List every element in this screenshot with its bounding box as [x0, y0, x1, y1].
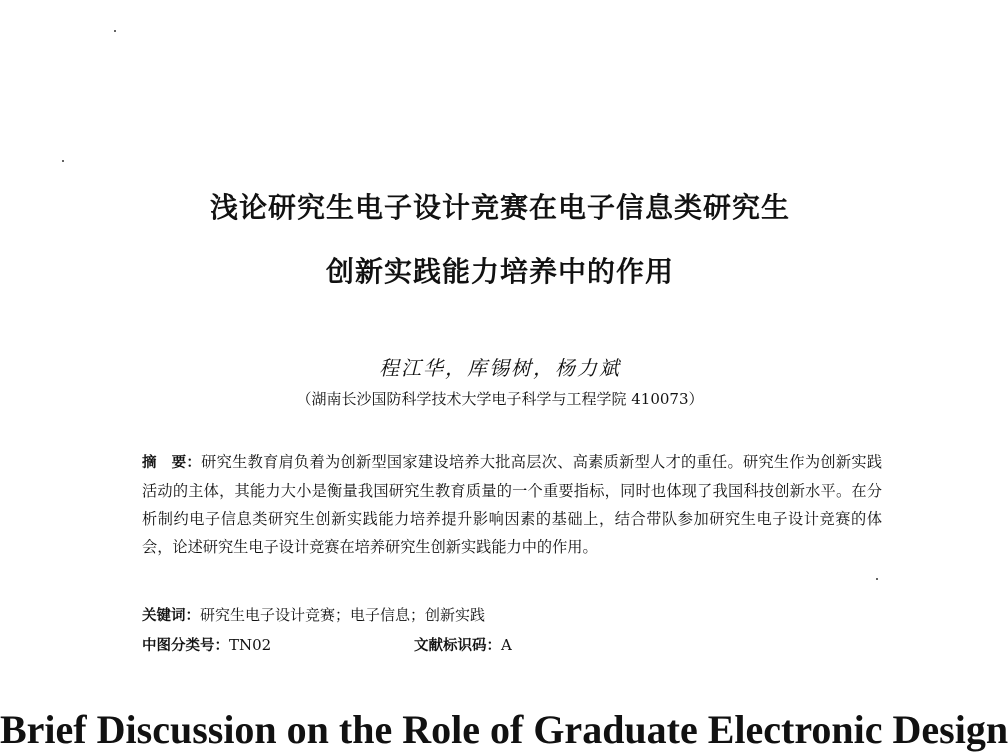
classification-label: 中图分类号：	[142, 638, 229, 654]
author-list: 程江华，库锡树，杨力斌	[379, 356, 621, 380]
scan-speck	[62, 160, 64, 162]
keywords	[142, 604, 485, 625]
keywords-label: 关键词：	[142, 608, 200, 624]
abstract-label: 摘 要：	[142, 455, 202, 471]
paper-title-line-1: 浅论研究生电子设计竞赛在电子信息类研究生	[209, 191, 790, 224]
author-affiliation: （湖南长沙国防科学技术大学电子科学与工程学院 410073）	[296, 390, 704, 408]
document-code	[414, 634, 512, 655]
english-title-partial: Brief Discussion on the Role of Graduate Electronic Design	[0, 707, 1008, 752]
document-code-value: A	[501, 636, 512, 654]
abstract-text: 研究生教育肩负着为创新型国家建设培养大批高层次、高素质新型人才的重任。研究生作为创新实践活动的主体，其能力大小是衡量我国研究生教育质量的一个重要指标，同时也体现了我国科技创新水平。在分析制约电子信息类研究生创新实践能力培养提升影响因素的基础上，结合带队参加研究生电子设计竞赛的体会，论述研究生电子设计竞赛在培养研究生创新实践能力中的作用。	[142, 453, 883, 556]
scan-speck	[114, 30, 116, 32]
keywords-text: 研究生电子设计竞赛；电子信息；创新实践	[200, 606, 486, 624]
paper-title-line-2: 创新实践能力培养中的作用	[325, 255, 674, 288]
document-code-label: 文献标识码：	[414, 638, 501, 654]
abstract	[142, 448, 882, 561]
scan-speck	[876, 578, 878, 580]
classification-value: TN02	[229, 636, 272, 654]
